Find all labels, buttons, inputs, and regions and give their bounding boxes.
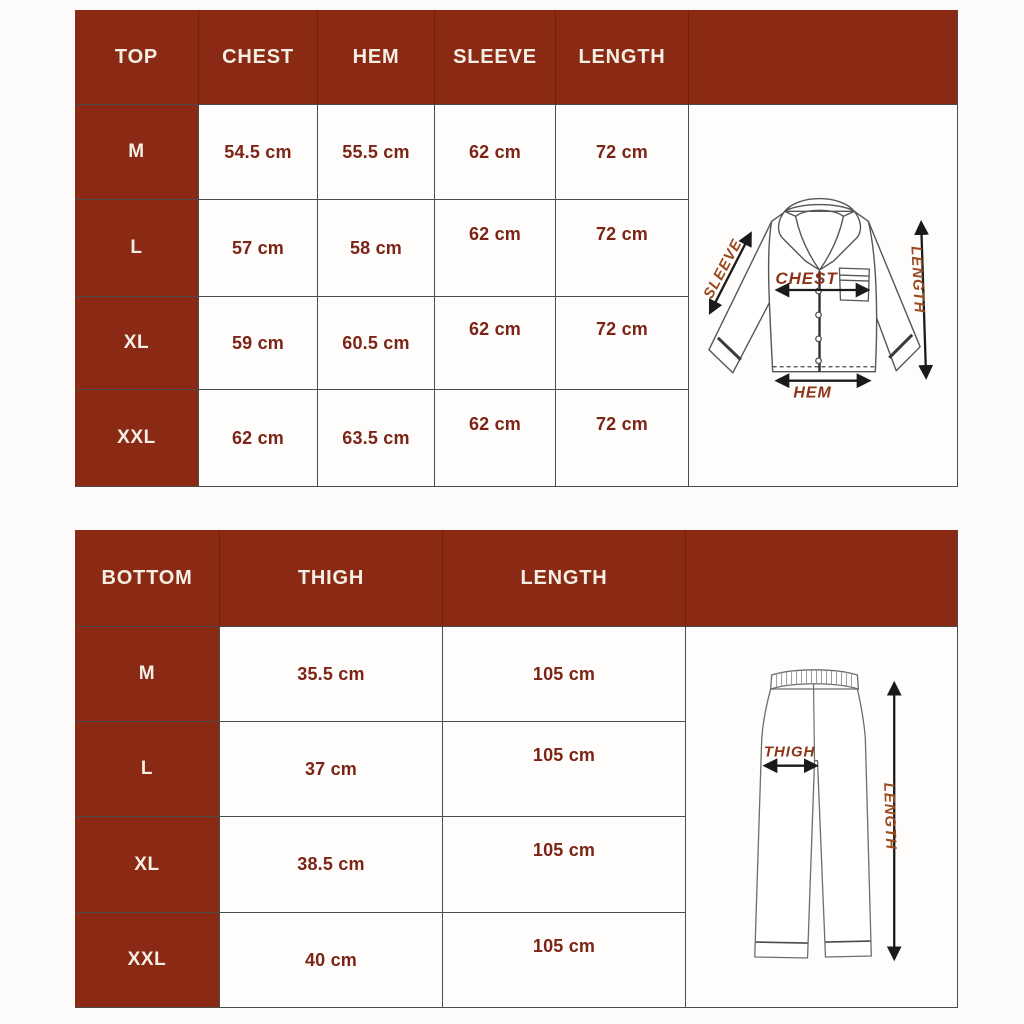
bottom-row-xxl-thigh: 40 cm bbox=[220, 913, 443, 1008]
pants-silhouette bbox=[755, 689, 872, 958]
bottom-row-xl-thigh: 38.5 cm bbox=[220, 817, 443, 913]
top-row-xl-length: 72 cm bbox=[556, 297, 689, 390]
top-row-m-hem: 55.5 cm bbox=[318, 105, 435, 200]
bottom-row-m-thigh: 35.5 cm bbox=[220, 627, 443, 722]
bottom-row-xxl-length: 105 cm bbox=[443, 913, 686, 1008]
top-row-size-xl: XL bbox=[75, 297, 199, 390]
top-row-m-chest: 54.5 cm bbox=[199, 105, 318, 200]
top-header-illustration-cell bbox=[689, 10, 958, 105]
bottom-row-l-length: 105 cm bbox=[443, 722, 686, 817]
top-row-l-chest: 57 cm bbox=[199, 200, 318, 297]
shirt-pocket bbox=[839, 268, 869, 301]
shirt-collar-back bbox=[785, 199, 855, 212]
bottom-row-size-l: L bbox=[75, 722, 220, 817]
top-row-xl-sleeve: 62 cm bbox=[435, 297, 556, 390]
top-header-sleeve: SLEEVE bbox=[435, 10, 556, 105]
hem-label: HEM bbox=[793, 384, 832, 402]
pajama-top-diagram bbox=[689, 105, 957, 486]
top-row-m-sleeve: 62 cm bbox=[435, 105, 556, 200]
bottom-row-size-xxl: XXL bbox=[75, 913, 220, 1008]
top-row-l-sleeve: 62 cm bbox=[435, 200, 556, 297]
top-row-m-length: 72 cm bbox=[556, 105, 689, 200]
chest-label: CHEST bbox=[775, 269, 838, 289]
top-header-chest: CHEST bbox=[199, 10, 318, 105]
bottom-header-length: LENGTH bbox=[443, 530, 686, 627]
pants-left-cuff-line bbox=[756, 942, 808, 943]
pants-length-label: LENGTH bbox=[880, 782, 900, 851]
top-row-xxl-hem: 63.5 cm bbox=[318, 390, 435, 487]
top-row-xxl-sleeve: 62 cm bbox=[435, 390, 556, 487]
bottom-row-size-xl: XL bbox=[75, 817, 220, 913]
top-size-table bbox=[75, 10, 958, 487]
top-row-size-l: L bbox=[75, 200, 199, 297]
shirt-length-label: LENGTH bbox=[907, 245, 928, 314]
top-header-length: LENGTH bbox=[556, 10, 689, 105]
top-row-xxl-chest: 62 cm bbox=[199, 390, 318, 487]
pajama-bottom-diagram-cell bbox=[686, 627, 958, 1008]
bottom-row-m-length: 105 cm bbox=[443, 627, 686, 722]
top-row-xl-hem: 60.5 cm bbox=[318, 297, 435, 390]
bottom-row-xl-length: 105 cm bbox=[443, 817, 686, 913]
pajama-top-diagram-cell bbox=[689, 105, 958, 487]
bottom-row-size-m: M bbox=[75, 627, 220, 722]
thigh-label: THIGH bbox=[763, 743, 816, 761]
top-row-size-m: M bbox=[75, 105, 199, 200]
bottom-size-table bbox=[75, 530, 958, 1008]
top-row-xxl-length: 72 cm bbox=[556, 390, 689, 487]
top-row-l-length: 72 cm bbox=[556, 200, 689, 297]
pants-waistband bbox=[771, 670, 859, 689]
top-row-size-xxl: XXL bbox=[75, 390, 199, 487]
sleeve-label: SLEEVE bbox=[700, 236, 746, 302]
bottom-header-thigh: THIGH bbox=[220, 530, 443, 627]
bottom-header-illustration-cell bbox=[686, 530, 958, 627]
bottom-row-l-thigh: 37 cm bbox=[220, 722, 443, 817]
top-header-hem: HEM bbox=[318, 10, 435, 105]
bottom-header-bottom: BOTTOM bbox=[75, 530, 220, 627]
top-row-l-hem: 58 cm bbox=[318, 200, 435, 297]
pajama-bottom-diagram bbox=[686, 627, 957, 1007]
top-header-top: TOP bbox=[75, 10, 199, 105]
pants-right-cuff-line bbox=[825, 941, 870, 942]
top-row-xl-chest: 59 cm bbox=[199, 297, 318, 390]
